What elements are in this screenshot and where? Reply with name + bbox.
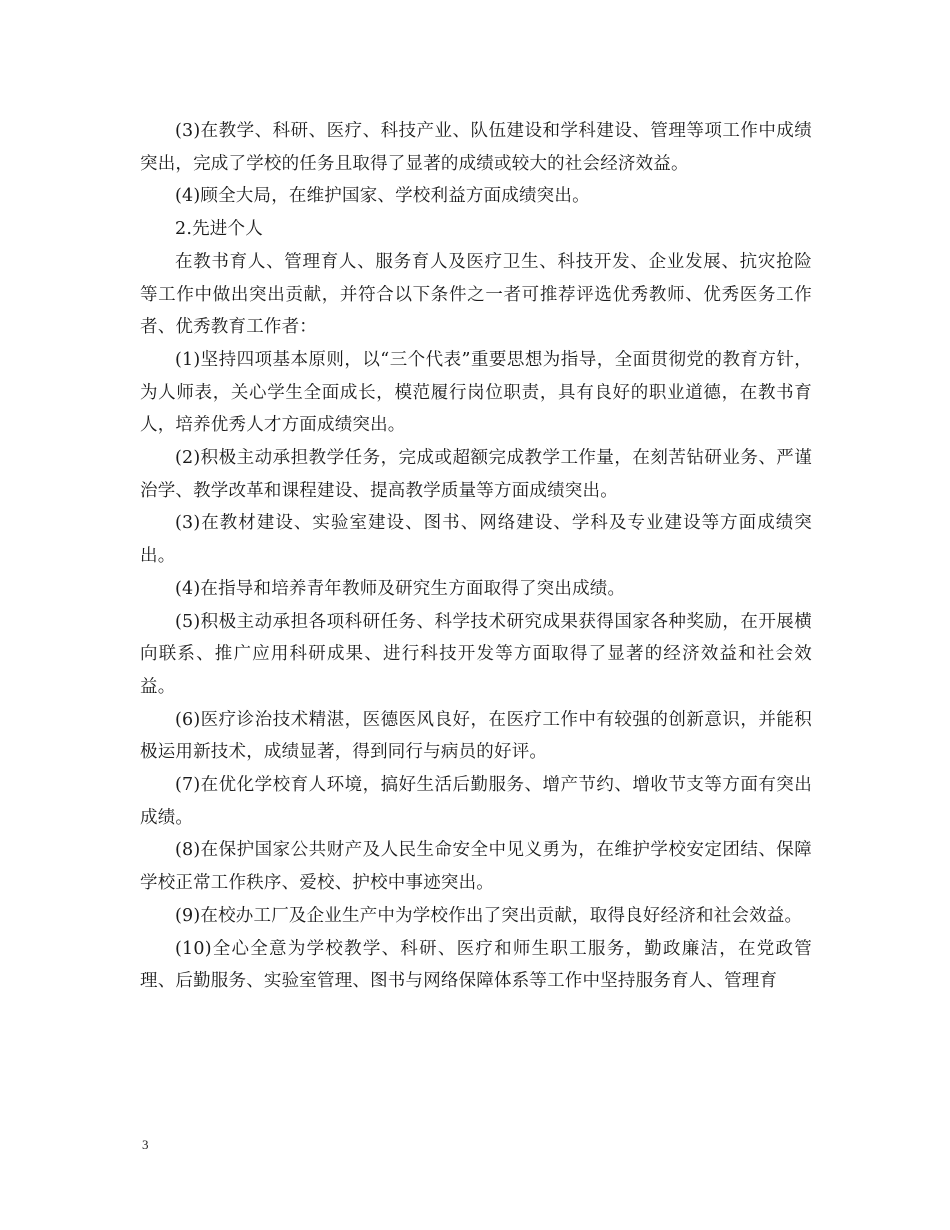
- paragraph-individual-criterion-10: (10)全心全意为学校教学、科研、医疗和师生职工服务，勤政廉洁，在党政管理、后勤服务、实验室管理、图书与网络保障体系等工作中坚持服务育人、管理育: [140, 938, 812, 992]
- paragraph-individual-criterion-2: (2)积极主动承担教学任务，完成或超额完成教学工作量，在刻苦钻研业务、严谨治学、教学改革和课程建设、提高教学质量等方面成绩突出。: [140, 448, 812, 501]
- paragraph-individual-criterion-1: (1)坚持四项基本原则，以“三个代表”重要思想为指导，全面贯彻党的教育方针，为人师表，关心学生全面成长，模范履行岗位职责，具有良好的职业道德，在教书育人，培养优秀人才方面成绩突出。: [140, 349, 812, 436]
- paragraph-individual-criterion-3: (3)在教材建设、实验室建设、图书、网络建设、学科及专业建设等方面成绩突出。: [140, 513, 812, 567]
- paragraph-individual-criterion-8: (8)在保护国家公共财产及人民生命安全中见义勇为，在维护学校安定团结、保障学校正常工作秩序、爱校、护校中事迹突出。: [140, 840, 812, 894]
- paragraph-individual-criterion-7: (7)在优化学校育人环境，搞好生活后勤服务、增产节约、增收节支等方面有突出成绩。: [140, 775, 812, 828]
- paragraph-collective-criterion-3: (3)在教学、科研、医疗、科技产业、队伍建设和学科建设、管理等项工作中成绩突出，完成了学校的任务且取得了显著的成绩或较大的社会经济效益。: [140, 121, 812, 174]
- paragraph-individual-intro: 在教书育人、管理育人、服务育人及医疗卫生、科技开发、企业发展、抗灾抢险等工作中做出突出贡献，并符合以下条件之一者可推荐评选优秀教师、优秀医务工作者、优秀教育工作者：: [140, 251, 812, 338]
- paragraph-individual-criterion-4: (4)在指导和培养青年教师及研究生方面取得了突出成绩。: [175, 578, 626, 599]
- paragraph-individual-criterion-5: (5)积极主动承担各项科研任务、科学技术研究成果获得国家各种奖励，在开展横向联系、推广应用科研成果、进行科技开发等方面取得了显著的经济效益和社会效益。: [140, 611, 812, 697]
- document-body: [140, 115, 812, 998]
- page-number: 3: [142, 1137, 149, 1152]
- paragraph-individual-criterion-9: (9)在校办工厂及企业生产中为学校作出了突出贡献，取得良好经济和社会效益。: [175, 905, 803, 926]
- paragraph-individual-criterion-6: (6)医疗诊治技术精湛，医德医风良好，在医疗工作中有较强的创新意识，并能积极运用新技术，成绩显著，得到同行与病员的好评。: [140, 709, 812, 763]
- section-heading-advanced-individual: 2.先进个人: [175, 219, 263, 240]
- paragraph-collective-criterion-4: (4)顾全大局，在维护国家、学校利益方面成绩突出。: [175, 186, 590, 207]
